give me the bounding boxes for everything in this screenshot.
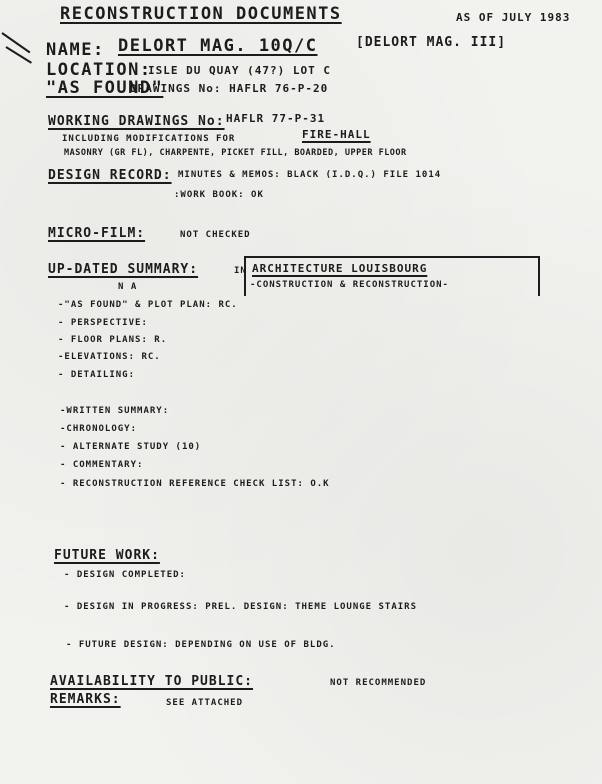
reference-box-line2: -CONSTRUCTION & RECONSTRUCTION-: [250, 280, 449, 290]
name-value: DELORT MAG. 10Q/C: [118, 36, 318, 56]
name-label: NAME:: [46, 40, 105, 60]
updated-summary-label: UP-DATED SUMMARY:: [48, 262, 199, 277]
summary-item: - DETAILING:: [58, 370, 136, 380]
future-work-future: - FUTURE DESIGN: DEPENDING ON USE OF BLDG.: [66, 640, 336, 650]
document-date: AS OF JULY 1983: [456, 11, 571, 24]
reference-box-line1: ARCHITECTURE LOUISBOURG: [252, 262, 428, 275]
summary-item: -CHRONOLOGY:: [60, 424, 138, 434]
summary-item: - ALTERNATE STUDY (10): [60, 442, 202, 452]
microfilm-label: MICRO-FILM:: [48, 226, 146, 241]
summary-item: - FLOOR PLANS: R.: [58, 335, 168, 345]
summary-item: - RECONSTRUCTION REFERENCE CHECK LIST: O.K: [60, 479, 330, 489]
working-drawings-label: WORKING DRAWINGS No:: [48, 114, 225, 129]
availability-label: AVAILABILITY TO PUBLIC:: [50, 674, 254, 689]
design-record-value: MINUTES & MEMOS: BLACK (I.D.Q.) FILE 1014: [178, 170, 442, 180]
availability-value: NOT RECOMMENDED: [330, 678, 427, 688]
corner-scribble: [1, 32, 30, 53]
summary-item: -ELEVATIONS: RC.: [58, 352, 161, 362]
remarks-label: REMARKS:: [50, 692, 121, 707]
location-value: ISLE DU QUAY (47?) LOT C: [148, 64, 331, 77]
summary-item: -WRITTEN SUMMARY:: [60, 406, 170, 416]
working-drawings-line3: MASONRY (GR FL), CHARPENTE, PICKET FILL, BOARDED, UPPER FLOOR: [64, 148, 407, 158]
summary-item: -"AS FOUND" & PLOT PLAN: RC.: [58, 300, 238, 310]
working-drawings-fire-hall: FIRE-HALL: [302, 128, 371, 141]
future-work-in-progress: - DESIGN IN PROGRESS: PREL. DESIGN: THEME LOUNGE STAIRS: [64, 602, 418, 612]
summary-item: - COMMENTARY:: [60, 460, 144, 470]
as-found-label: "AS FOUND": [46, 78, 164, 98]
document-title: RECONSTRUCTION DOCUMENTS: [60, 4, 342, 24]
as-found-value: DRAWINGS No: HAFLR 76-P-20: [130, 82, 329, 95]
future-work-label: FUTURE WORK:: [54, 548, 160, 563]
working-drawings-value: HAFLR 77-P-31: [226, 112, 326, 125]
name-boxed-value: [DELORT MAG. III]: [356, 35, 507, 50]
design-record-label: DESIGN RECORD:: [48, 168, 172, 183]
summary-item: - PERSPECTIVE:: [58, 318, 148, 328]
design-record-line2: :WORK BOOK: OK: [174, 190, 264, 200]
remarks-value: SEE ATTACHED: [166, 698, 244, 708]
future-work-completed: - DESIGN COMPLETED:: [64, 570, 186, 580]
updated-summary-na: N A: [118, 282, 138, 292]
updated-summary-in: IN: [234, 266, 247, 276]
corner-scribble: [5, 46, 32, 64]
working-drawings-line2: INCLUDING MODIFICATIONS FOR: [62, 134, 236, 144]
microfilm-value: NOT CHECKED: [180, 230, 251, 240]
location-label: LOCATION:: [46, 60, 152, 80]
